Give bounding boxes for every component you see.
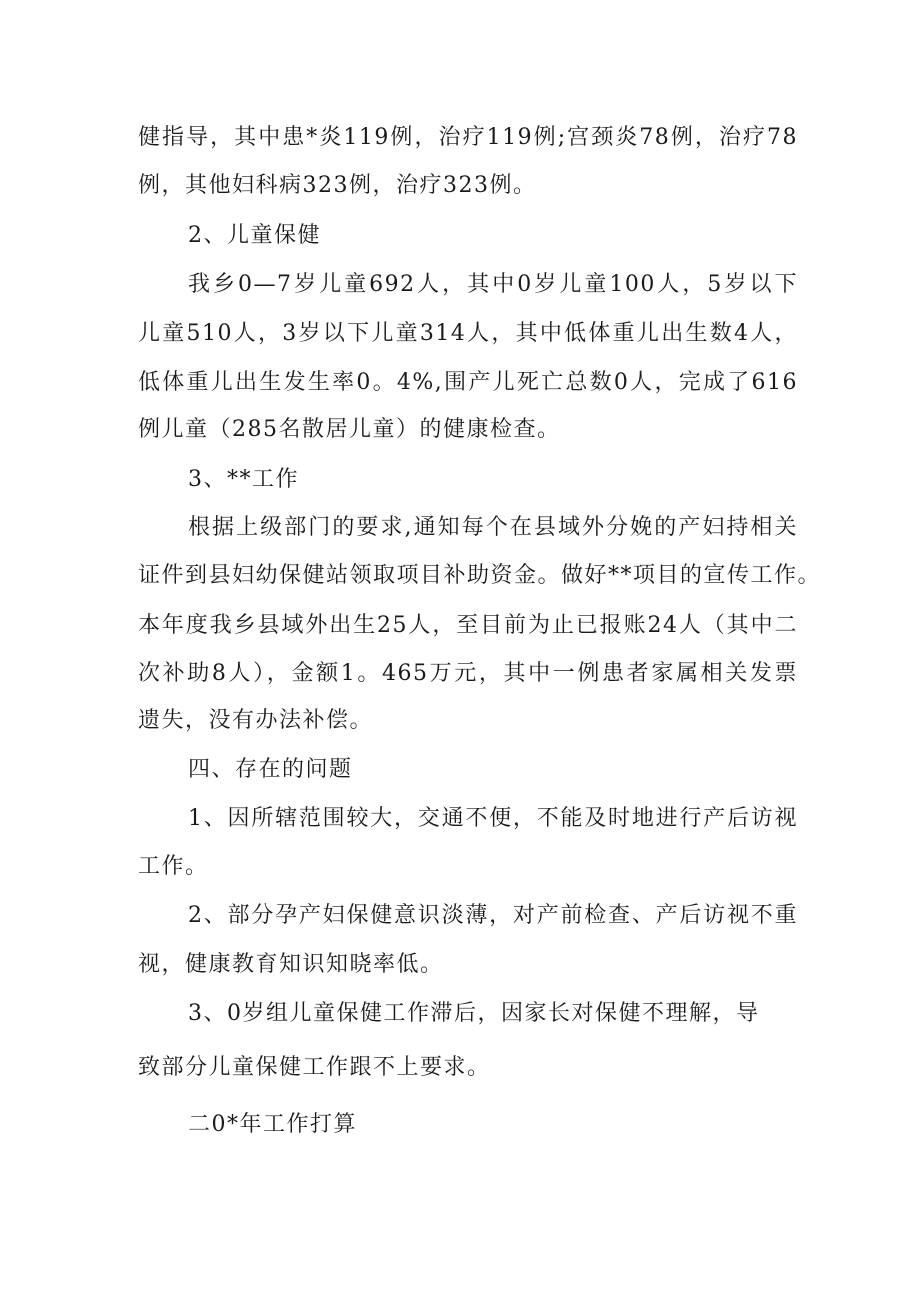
text-line: 本年度我乡县域外出生25人，至目前为止已报账24人（其中二 xyxy=(138,613,798,638)
text-line: 遗失，没有办法补偿。 xyxy=(138,708,374,733)
section-heading: 3、**工作 xyxy=(188,467,299,492)
text-line: 健指导，其中患*炎119例，治疗119例;宫颈炎78例，治疗78 xyxy=(138,125,798,150)
text-line: 我乡0—7岁儿童692人，其中0岁儿童100人，5岁以下 xyxy=(188,272,798,297)
text-line: 证件到县妇幼保健站领取项目补助资金。做好**项目的宣传工作。 xyxy=(138,563,822,588)
text-line: 2、部分孕产妇保健意识淡薄，对产前检查、产后访视不重 xyxy=(188,903,798,928)
text-line: 视，健康教育知识知晓率低。 xyxy=(138,952,444,977)
text-line: 致部分儿童保健工作跟不上要求。 xyxy=(138,1055,491,1080)
text-line: 根据上级部门的要求,通知每个在县域外分娩的产妇持相关 xyxy=(188,515,798,540)
text-line: 例儿童（285名散居儿童）的健康检查。 xyxy=(138,417,561,442)
text-line: 1、因所辖范围较大，交通不便，不能及时地进行产后访视 xyxy=(188,806,798,831)
section-heading: 四、存在的问题 xyxy=(188,757,353,782)
text-line: 3、0岁组儿童保健工作滞后，因家长对保健不理解，导 xyxy=(188,1001,760,1026)
text-line: 低体重儿出生发生率0。4%,围产儿死亡总数0人，完成了616 xyxy=(138,370,798,395)
section-heading: 二0*年工作打算 xyxy=(188,1112,357,1137)
text-line: 儿童510人，3岁以下儿童314人，其中低体重儿出生数4人， xyxy=(138,321,798,346)
section-heading: 2、儿童保健 xyxy=(188,223,321,248)
text-line: 工作。 xyxy=(138,854,209,879)
text-line: 例，其他妇科病323例，治疗323例。 xyxy=(138,173,537,198)
text-line: 次补助8人），金额1。465万元，其中一例患者家属相关发票 xyxy=(138,661,798,686)
